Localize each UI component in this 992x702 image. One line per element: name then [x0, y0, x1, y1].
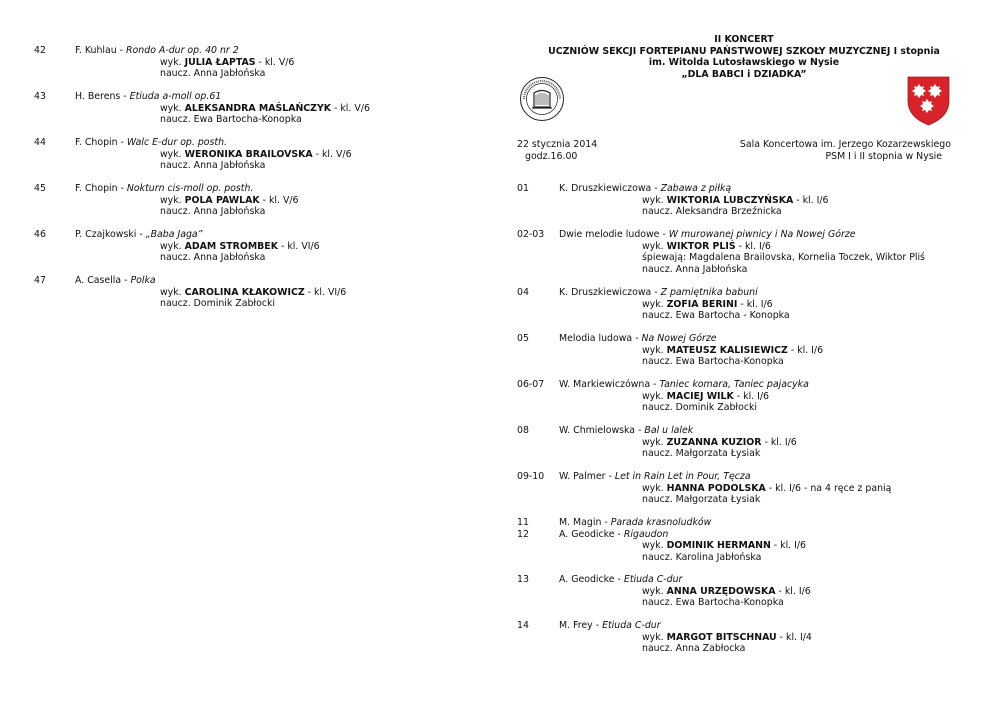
performer-name: POLA PAWLAK	[184, 194, 260, 206]
piece-title: Walc E-dur op. posth.	[126, 137, 228, 148]
performer-name: WERONIKA BRAILOVSKA	[184, 148, 313, 160]
item-piece: Dwie melodie ludowe - W murowanej piwnicy i Na Nowej Górze	[559, 229, 856, 240]
performer-line: wyk. ANNA URZĘDOWSKA - kl. I/6	[642, 585, 811, 597]
venue-line-1: Sala Koncertowa im. Jerzego Kozarzewskiego	[739, 139, 951, 150]
performer-name: ANNA URZĘDOWSKA	[666, 585, 776, 597]
item-number: 44	[34, 137, 46, 148]
item-piece: M. Frey - Etiuda C-dur	[559, 620, 661, 631]
item-number: 08	[517, 425, 529, 436]
performer-line: wyk. ZUZANNA KUZIOR - kl. I/6	[642, 436, 797, 448]
composer: Dwie melodie ludowe	[559, 229, 660, 240]
composer: W. Palmer	[559, 471, 606, 482]
performer-line: wyk. WERONIKA BRAILOVSKA - kl. V/6	[160, 148, 352, 160]
composer: W. Markiewiczówna	[559, 379, 651, 390]
item-piece-2: A. Geodicke - Rigaudon	[559, 528, 669, 540]
teacher-line: naucz. Anna Jabłońska	[642, 263, 748, 275]
venue-block	[740, 139, 951, 162]
piece-title: Let in Rain Let in Pour, Tęcza	[614, 471, 751, 482]
piece-title: Polka	[130, 275, 156, 286]
teacher-line: naucz. Małgorzata Łysiak	[642, 448, 761, 459]
composer: P. Czajkowski	[75, 229, 137, 240]
item-piece: K. Druszkiewiczowa - Z pamiętnika babuni	[559, 287, 758, 298]
performer-name: MACIEJ WILK	[666, 390, 734, 402]
item-number: 47	[34, 275, 46, 286]
piece-title: „Baba Jaga”	[145, 229, 203, 240]
performer-line: wyk. HANNA PODOLSKA - kl. I/6 - na 4 ręce z panią	[642, 482, 892, 494]
item-piece: W. Markiewiczówna - Taniec komara, Taniec pajacyka	[559, 379, 809, 390]
item-number: 01	[517, 183, 529, 194]
item-number: 04	[517, 287, 529, 298]
performer-name: JULIA ŁAPTAS	[184, 56, 256, 68]
teacher-line: naucz. Ewa Bartocha-Konopka	[642, 597, 784, 608]
item-number: 13	[517, 574, 529, 585]
performer-name: MARGOT BITSCHNAU	[666, 631, 777, 643]
performer-name: MATEUSZ KALISIEWICZ	[666, 344, 788, 356]
performer-name: ZUZANNA KUZIOR	[666, 436, 762, 448]
composer: M. Frey	[559, 620, 593, 631]
piece-title: Zabawa z piłką	[660, 183, 732, 194]
piece-title: Rondo A-dur op. 40 nr 2	[126, 45, 239, 56]
piece-title: Bal u lalek	[644, 425, 694, 436]
performer-line: wyk. ADAM STROMBEK - kl. VI/6	[160, 240, 320, 252]
performer-name: ALEKSANDRA MAŚLAŃCZYK	[184, 102, 332, 114]
item-number: 42	[34, 45, 46, 56]
teacher-line: naucz. Anna Jabłońska	[160, 68, 266, 79]
teacher-line: naucz. Ewa Bartocha-Konopka	[642, 356, 784, 367]
item-piece: F. Chopin - Nokturn cis-moll op. posth.	[75, 183, 254, 194]
piece-title: Etiuda C-dur	[623, 574, 683, 585]
piece-title: Parada krasnoludków	[610, 517, 712, 528]
performer-line: wyk. MATEUSZ KALISIEWICZ - kl. I/6	[642, 344, 824, 356]
concert-header	[496, 34, 992, 80]
composer: F. Chopin	[75, 183, 118, 194]
item-piece: F. Chopin - Walc E-dur op. posth.	[75, 137, 228, 148]
piece-title: Etiuda C-dur	[602, 620, 661, 631]
header-line-2: UCZNIÓW SEKCJI FORTEPIANU PAŃSTWOWEJ SZKOŁY MUZYCZNEJ I stopnia	[548, 45, 940, 57]
performer-line: wyk. ALEKSANDRA MAŚLAŃCZYK - kl. V/6	[160, 102, 370, 114]
header-line-1: II KONCERT	[714, 34, 774, 45]
item-piece: W. Palmer - Let in Rain Let in Pour, Tęcza	[559, 471, 751, 482]
composer: K. Druszkiewiczowa	[559, 287, 652, 298]
piece-title: Na Nowej Górze	[641, 333, 717, 344]
composer: M. Magin	[559, 517, 602, 528]
performer-line: wyk. JULIA ŁAPTAS - kl. V/6	[160, 56, 295, 68]
right-page	[496, 0, 992, 702]
coat-of-arms-icon	[906, 75, 951, 127]
performer-line: wyk. WIKTORIA LUBCZYŃSKA - kl. I/6	[642, 194, 829, 206]
item-number: 09-10	[517, 471, 545, 482]
piece-title: Etiuda a-moll op.61	[129, 91, 222, 102]
performer-line: wyk. ZOFIA BERINI - kl. I/6	[642, 298, 773, 310]
performer-line: wyk. DOMINIK HERMANN - kl. I/6	[642, 540, 807, 551]
singers-line: śpiewają: Magdalena Brailovska, Kornelia Toczek, Wiktor Pliś	[642, 252, 925, 263]
item-number: 46	[34, 229, 46, 240]
composer: K. Druszkiewiczowa	[559, 183, 652, 194]
composer: F. Kuhlau	[75, 45, 117, 56]
composer: W. Chmielowska	[559, 425, 636, 436]
item-number-2: 12	[517, 528, 529, 540]
date-block	[517, 139, 597, 162]
teacher-line: naucz. Dominik Zabłocki	[642, 402, 758, 413]
item-number: 45	[34, 183, 46, 194]
concert-time: godz.16.00	[525, 150, 578, 162]
performer-line: wyk. CAROLINA KŁAKOWICZ - kl. VI/6	[160, 286, 347, 298]
performer-name: WIKTORIA LUBCZYŃSKA	[666, 194, 794, 206]
composer: A. Casella	[75, 275, 122, 286]
performer-line: wyk. POLA PAWLAK - kl. V/6	[160, 194, 299, 206]
teacher-line: naucz. Ewa Bartocha - Konopka	[642, 310, 790, 321]
item-piece: Melodia ludowa - Na Nowej Górze	[559, 333, 717, 344]
item-number: 43	[34, 91, 46, 102]
performer-line: wyk. MARGOT BITSCHNAU - kl. I/4	[642, 631, 812, 643]
teacher-line: naucz. Anna Zabłocka	[642, 643, 746, 654]
school-logo-icon	[519, 76, 565, 122]
piece-title: Rigaudon	[623, 528, 669, 540]
teacher-line: naucz. Dominik Zabłocki	[160, 298, 276, 309]
item-piece: A. Casella - Polka	[75, 275, 156, 286]
item-piece: A. Geodicke - Etiuda C-dur	[559, 574, 683, 585]
teacher-line: naucz. Karolina Jabłońska	[642, 551, 762, 563]
item-piece: W. Chmielowska - Bal u lalek	[559, 425, 694, 436]
teacher-line: naucz. Anna Jabłońska	[160, 160, 266, 171]
item-piece: K. Druszkiewiczowa - Zabawa z piłką	[559, 183, 732, 194]
header-line-3: im. Witolda Lutosławskiego w Nysie	[648, 57, 840, 68]
teacher-line: naucz. Ewa Bartocha-Konopka	[160, 114, 302, 125]
concert-date: 22 stycznia 2014	[517, 139, 598, 150]
item-piece: P. Czajkowski - „Baba Jaga”	[75, 229, 203, 240]
item-number: 11	[517, 517, 529, 528]
performer-name: WIKTOR PLIŚ	[666, 240, 736, 252]
item-number: 02-03	[517, 229, 545, 240]
composer: A. Geodicke	[559, 574, 615, 585]
performer-name: DOMINIK HERMANN	[666, 540, 771, 551]
item-piece: F. Kuhlau - Rondo A-dur op. 40 nr 2	[75, 45, 239, 56]
piece-title: Z pamiętnika babuni	[660, 287, 758, 298]
item-number: 06-07	[517, 379, 545, 390]
teacher-line: naucz. Anna Jabłońska	[160, 206, 266, 217]
performer-name: HANNA PODOLSKA	[666, 482, 766, 494]
item-piece: H. Berens - Etiuda a-moll op.61	[75, 91, 222, 102]
teacher-line: naucz. Aleksandra Brzeźnicka	[642, 206, 782, 217]
teacher-line: naucz. Anna Jabłońska	[160, 252, 266, 263]
composer: Melodia ludowa	[559, 333, 633, 344]
venue-line-2: PSM I i II stopnia w Nysie	[825, 150, 942, 162]
piece-title: Taniec komara, Taniec pajacyka	[659, 379, 809, 390]
performer-line: wyk. MACIEJ WILK - kl. I/6	[642, 390, 770, 402]
performer-line: wyk. WIKTOR PLIŚ - kl. I/6	[642, 240, 771, 252]
item-number: 14	[517, 620, 529, 631]
performer-name: ZOFIA BERINI	[666, 298, 738, 310]
composer: H. Berens	[75, 91, 121, 102]
piece-title: Nokturn cis-moll op. posth.	[126, 183, 254, 194]
header-line-4: „DLA BABCI i DZIADKA”	[681, 68, 807, 80]
teacher-line: naucz. Małgorzata Łysiak	[642, 494, 761, 505]
item-number: 05	[517, 333, 529, 344]
performer-name: ADAM STROMBEK	[184, 240, 278, 252]
performer-name: CAROLINA KŁAKOWICZ	[184, 286, 305, 298]
composer: A. Geodicke	[559, 528, 615, 540]
piece-title: W murowanej piwnicy i Na Nowej Górze	[668, 229, 856, 240]
composer: F. Chopin	[75, 137, 118, 148]
item-piece: M. Magin - Parada krasnoludków	[559, 517, 712, 528]
